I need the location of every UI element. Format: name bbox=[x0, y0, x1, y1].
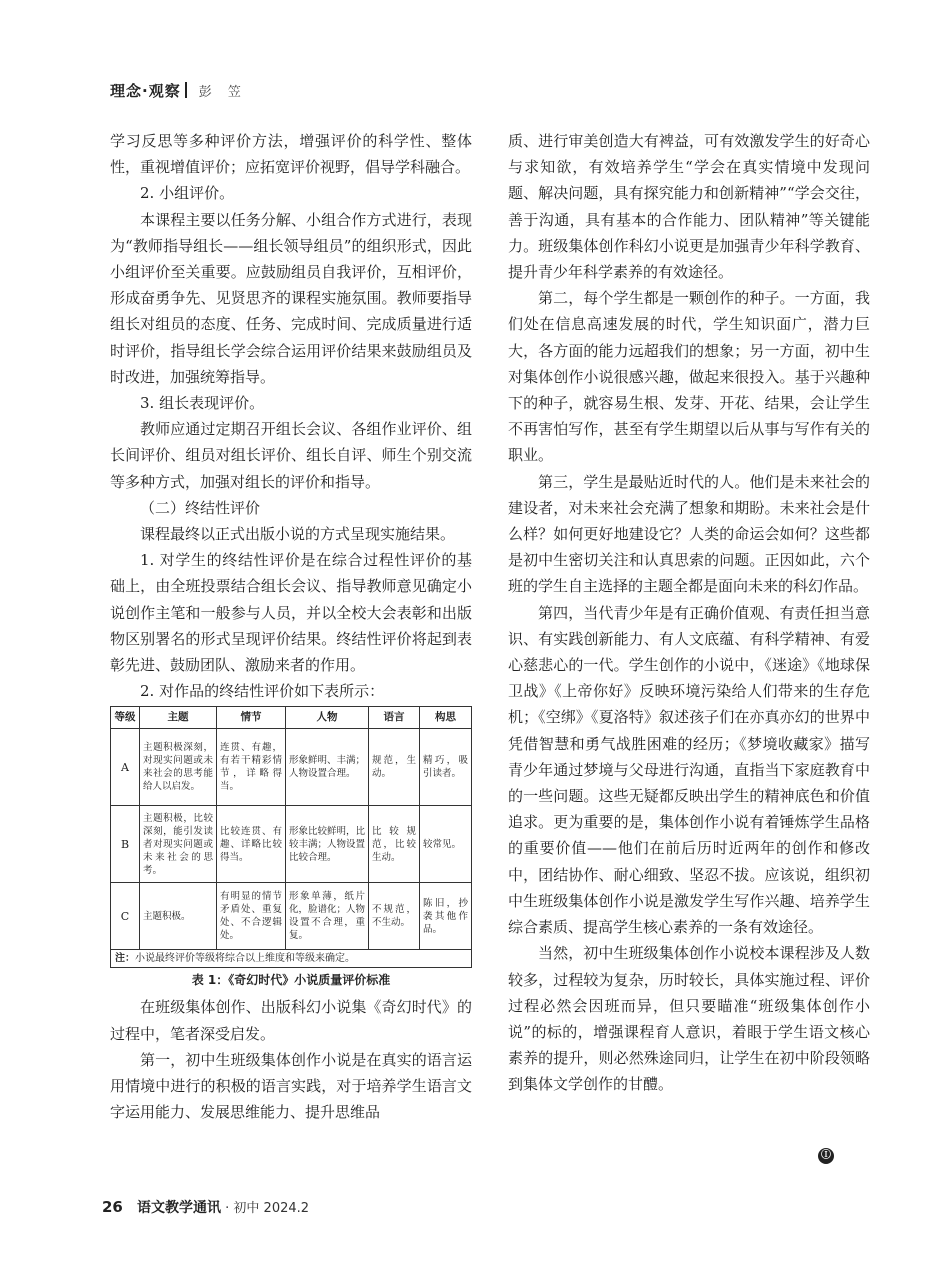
grade-cell: A bbox=[111, 729, 140, 806]
table-header-cell: 等级 bbox=[111, 707, 140, 729]
table-cell: 连贯、有趣，有若干精彩情节，详略得当。 bbox=[217, 729, 286, 806]
body-paragraph: 2. 小组评价。 bbox=[140, 184, 235, 203]
body-paragraph: 3. 组长表现评价。 bbox=[140, 394, 265, 413]
table-note-label: 注： bbox=[115, 953, 135, 965]
table-row bbox=[111, 729, 472, 806]
table-cell: 规范，生动。 bbox=[369, 729, 420, 806]
table-note-text: 小说最终评价等级将综合以上维度和等级来确定。 bbox=[135, 953, 355, 965]
right-column bbox=[508, 128, 870, 1098]
body-paragraph: 在班级集体创作、出版科幻小说集《奇幻时代》的过程中，笔者深受启发。 bbox=[110, 998, 472, 1043]
body-paragraph: 第二，每个学生都是一颗创作的种子。一方面，我们处在信息高速发展的时代，学生知识面广，潜力巨大，各方面的能力远超我们的想象；另一方面，初中生对集体创作小说很感兴趣，做起来很投入。基于兴趣种下的种子，就容易生根、发芽、开花、结果，会让学生不再害怕写作，甚至有学生期望以后从事与写作有关的职业。 bbox=[508, 289, 870, 465]
end-of-article-icon: Ⓘ bbox=[818, 1148, 834, 1164]
body-paragraph: 学习反思等多种评价方法，增强评价的科学性、整体性，重视增值评价；应拓宽评价视野，倡导学科融合。 bbox=[110, 132, 472, 177]
body-paragraph: 本课程主要以任务分解、小组合作方式进行，表现为“教师指导组长——组长领导组员”的组织形式，因此小组评价至关重要。应鼓励组员自我评价，互相评价，形成奋勇争先、见贤思齐的课程实施氛围。教师要指导组长对组员的态度、任务、完成时间、完成质量进行适时评价，指导组长学会综合运用评价结果来鼓励组员及时改进，加强统筹指导。 bbox=[110, 210, 472, 386]
grade-cell: B bbox=[111, 806, 140, 883]
table-header-row bbox=[111, 707, 472, 729]
table-cell: 比较连贯、有趣、详略比较得当。 bbox=[217, 806, 286, 883]
table-cell: 精巧，吸引读者。 bbox=[420, 729, 472, 806]
body-paragraph: 课程最终以正式出版小说的方式呈现实施结果。 bbox=[140, 525, 456, 544]
table-cell: 陈旧，抄袭其他作品。 bbox=[420, 883, 472, 950]
table-header-cell: 主题 bbox=[140, 707, 217, 729]
evaluation-table bbox=[110, 706, 472, 968]
table-header-cell: 人物 bbox=[286, 707, 369, 729]
table-header-cell: 语言 bbox=[369, 707, 420, 729]
table-cell: 有明显的情节矛盾处、重复处、不合逻辑处。 bbox=[217, 883, 286, 950]
body-paragraph: （二）终结性评价 bbox=[140, 498, 261, 517]
table-cell: 形象比较鲜明，比较丰满；人物设置比较合理。 bbox=[286, 806, 369, 883]
table-cell: 形象单薄，纸片化，脸谱化；人物设置不合理，重复。 bbox=[286, 883, 369, 950]
table-header-cell: 情节 bbox=[217, 707, 286, 729]
page-footer bbox=[102, 1197, 309, 1217]
body-paragraph: 教师应通过定期召开组长会议、各组作业评价、组长间评价、组员对组长评价、组长自评、师生个别交流等多种方式，加强对组长的评价和指导。 bbox=[110, 420, 472, 491]
table-row bbox=[111, 883, 472, 950]
journal-edition: · 初中 2024.2 bbox=[225, 1201, 310, 1216]
left-column bbox=[110, 128, 472, 1125]
body-paragraph: 2. 对作品的终结性评价如下表所示： bbox=[140, 682, 385, 701]
section-title: 理念·观察 bbox=[110, 82, 181, 100]
body-paragraph: 当然，初中生班级集体创作小说校本课程涉及人数较多，过程较为复杂，历时较长，具体实施过程、评价过程必然会因班而异，但只要瞄准“班级集体创作小说”的标的，增强课程育人意识，着眼于学生语文核心素养的提升，则必然殊途同归，让学生在初中阶段领略到集体文学创作的甘醴。 bbox=[508, 944, 870, 1094]
body-paragraph: 第三，学生是最贴近时代的人。他们是未来社会的建设者，对未来社会充满了想象和期盼。未来社会是什么样？如何更好地建设它？人类的命运会如何？这些都是初中生密切关注和认真思索的问题。正因如此，六个班的学生自主选择的主题全都是面向未来的科幻作品。 bbox=[508, 472, 870, 596]
body-paragraph: 第四，当代青少年是有正确价值观、有责任担当意识、有实践创新能力、有人文底蕴、有科学精神、有爱心慈悲心的一代。学生创作的小说中，《迷途》《地球保卫战》《上帝你好》反映环境污染给人们带来的生存危机；《空绑》《夏洛特》叙述孩子们在亦真亦幻的世界中凭借智慧和勇气战胜困难的经历；《梦境收藏家》描写青少年通过梦境与父母进行沟通，直指当下家庭教育中的一些问题。这些无疑都反映出学生的精神底色和价值追求。更为重要的是，集体创作小说有着锤炼学生品格的重要价值——他们在前后历时近两年的创作和修改中，团结协作、耐心细致、坚忍不拔。应该说，组织初中生班级集体创作小说是激发学生写作兴趣、培养学生综合素质、提高学生核心素养的一条有效途径。 bbox=[508, 603, 870, 937]
journal-name: 语文教学通讯 bbox=[137, 1200, 222, 1216]
body-paragraph: 质、进行审美创造大有裨益，可有效激发学生的好奇心与求知欲，有效培养学生“学会在真实情境中发现问题、解决问题，具有探究能力和创新精神”“学会交往，善于沟通，具有基本的合作能力、团队精神”等关键能力。班级集体创作科幻小说更是加强青少年科学教育、提升青少年科学素养的有效途径。 bbox=[508, 132, 870, 282]
table-cell: 主题积极深刻，对现实问题或未来社会的思考能给人以启发。 bbox=[140, 729, 217, 806]
table-cell: 较常见。 bbox=[420, 806, 472, 883]
table-cell: 主题积极。 bbox=[140, 883, 217, 950]
body-paragraph: 第一，初中生班级集体创作小说是在真实的语言运用情境中进行的积极的语言实践，对于培养学生语言文字运用能力、发展思维能力、提升思维品 bbox=[110, 1050, 472, 1122]
author-name: 彭 笠 bbox=[198, 85, 247, 100]
table-cell: 形象鲜明、丰满；人物设置合理。 bbox=[286, 729, 369, 806]
grade-cell: C bbox=[111, 883, 140, 950]
table-caption: 表 1：《奇幻时代》小说质量评价标准 bbox=[191, 973, 391, 988]
body-paragraph: 1. 对学生的终结性评价是在综合过程性评价的基础上，由全班投票结合组长会议、指导教师意见确定小说创作主笔和一般参与人员，并以全校大会表彰和出版物区别署名的形式呈现评价结果。终结性评价将起到表彰先进、鼓励团队、激励来者的作用。 bbox=[110, 551, 472, 675]
page-header bbox=[110, 80, 410, 104]
table-cell: 主题积极，比较深刻，能引发读者对现实问题或未来社会的思考。 bbox=[140, 806, 217, 883]
table-row bbox=[111, 806, 472, 883]
table-cell: 比较规范，比较生动。 bbox=[369, 806, 420, 883]
table-note-row bbox=[111, 950, 472, 968]
page-number: 26 bbox=[102, 1198, 123, 1216]
table-header-cell: 构思 bbox=[420, 707, 472, 729]
header-divider bbox=[185, 82, 187, 98]
table-cell: 不规范，不生动。 bbox=[369, 883, 420, 950]
table-note bbox=[111, 950, 472, 968]
